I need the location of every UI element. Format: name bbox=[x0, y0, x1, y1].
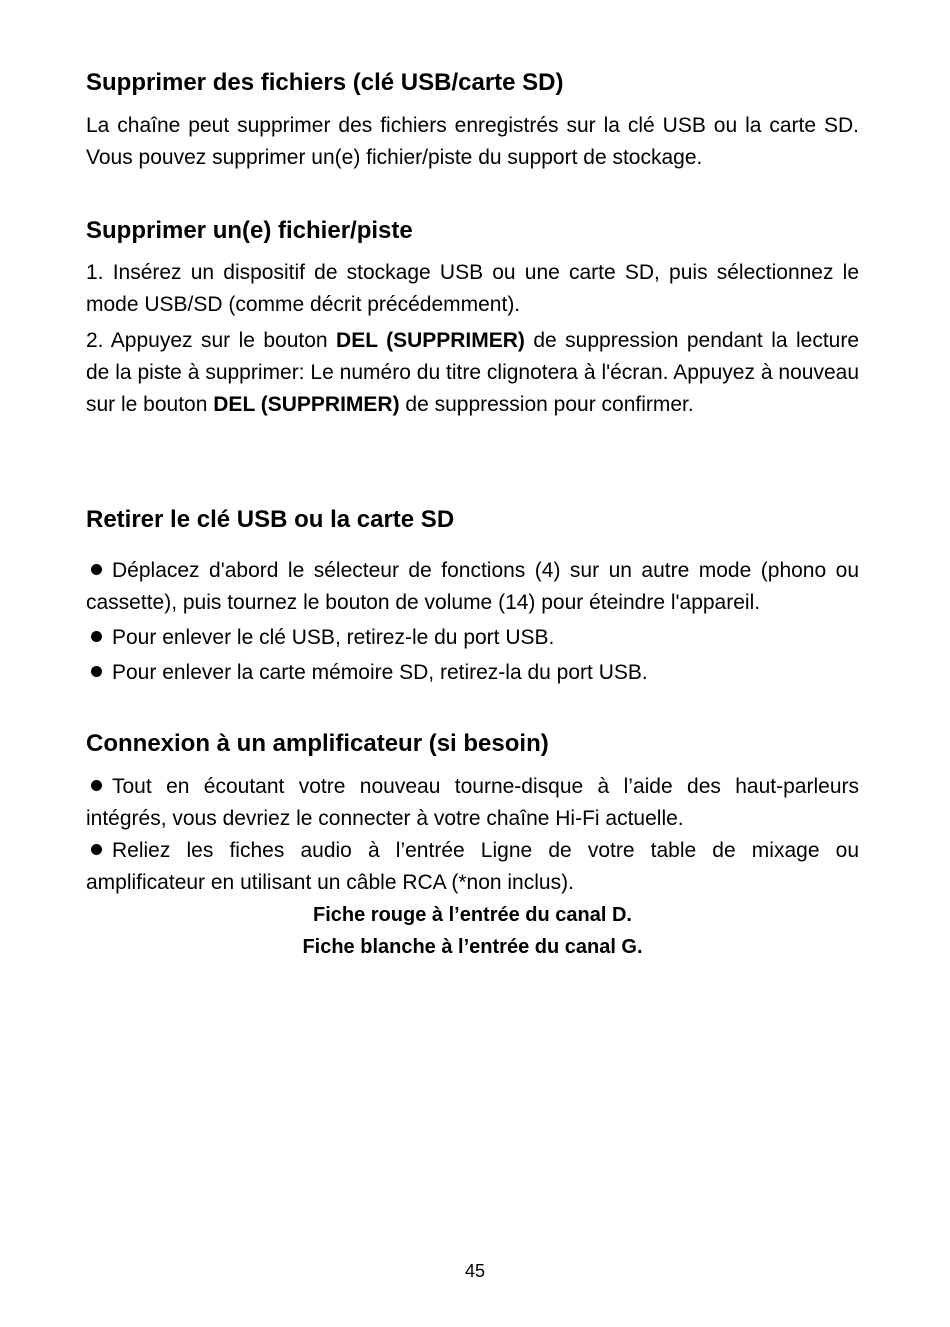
bullet-icon bbox=[91, 666, 102, 677]
bullet-icon bbox=[91, 780, 102, 791]
bullet-icon bbox=[91, 844, 102, 855]
step2-text-a: 2. Appuyez sur le bouton bbox=[86, 329, 337, 352]
red-plug-instruction: Fiche rouge à l’entrée du canal D. bbox=[313, 904, 632, 926]
list-item-amp-1 bbox=[86, 771, 859, 835]
list-item-remove-3 bbox=[86, 657, 859, 689]
page-number: 45 bbox=[464, 1261, 486, 1281]
list-item-text: Déplacez d'abord le sélecteur de fonctions (4) sur un autre mode (phono ou cassette), puis tournez le bouton de volume (14) pour éteindre l'appareil. bbox=[86, 559, 859, 614]
paragraph-step-2 bbox=[86, 325, 859, 421]
list-item-text: Tout en écoutant votre nouveau tourne-disque à l’aide des haut-parleurs intégrés, vous devriez le connecter à votre chaîne Hi-Fi actuelle. bbox=[86, 775, 859, 830]
bullet-icon bbox=[91, 564, 102, 575]
heading-delete-files: Supprimer des fichiers (clé USB/carte SD) bbox=[86, 69, 564, 96]
heading-delete-one: Supprimer un(e) fichier/piste bbox=[86, 217, 413, 244]
list-item-text: Pour enlever la carte mémoire SD, retirez-la du port USB. bbox=[112, 661, 648, 684]
list-item-text: Reliez les fiches audio à l’entrée Ligne de votre table de mixage ou amplificateur en utilisant un câble RCA (*non inclus). bbox=[86, 839, 859, 894]
del-button-label-2: DEL (SUPPRIMER) bbox=[213, 393, 400, 416]
paragraph-delete-files: La chaîne peut supprimer des fichiers enregistrés sur la clé USB ou la carte SD. Vous pouvez supprimer un(e) fichier/piste du support de stockage. bbox=[86, 114, 859, 169]
del-button-label-1: DEL (SUPPRIMER) bbox=[336, 329, 525, 352]
white-plug-instruction: Fiche blanche à l’entrée du canal G. bbox=[302, 936, 643, 958]
list-item-remove-2 bbox=[86, 622, 859, 654]
paragraph-step-1: 1. Insérez un dispositif de stockage USB ou une carte SD, puis sélectionnez le mode USB/SD (comme décrit précédemment). bbox=[86, 261, 859, 316]
heading-amplifier: Connexion à un amplificateur (si besoin) bbox=[86, 730, 549, 757]
list-item-amp-2 bbox=[86, 835, 859, 899]
list-item-remove-1 bbox=[86, 555, 859, 619]
bullet-icon bbox=[91, 631, 102, 642]
step2-text-c: de suppression pour confirmer. bbox=[399, 393, 694, 416]
heading-remove-usb: Retirer le clé USB ou la carte SD bbox=[86, 506, 455, 533]
list-item-text: Pour enlever le clé USB, retirez-le du port USB. bbox=[112, 626, 555, 649]
step2-text-b: de suppression pendant la lecture de la piste à supprimer: Le numéro du titre clignotera à l'écran. Appuyez à nouveau sur le bouton bbox=[86, 329, 860, 416]
